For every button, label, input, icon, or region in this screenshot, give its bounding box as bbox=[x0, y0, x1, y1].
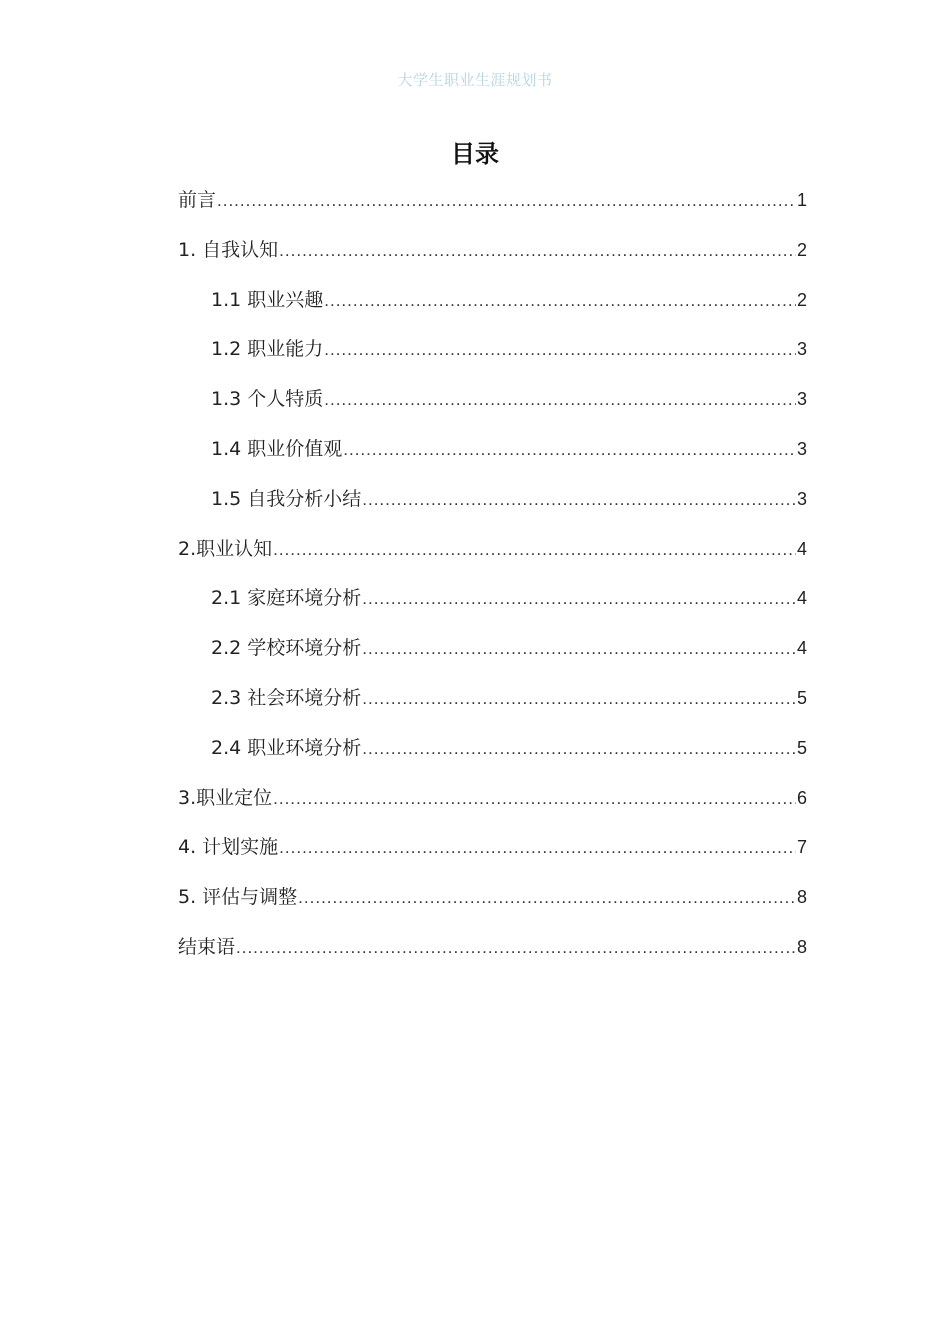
toc-entry-evaluation-adjustment[interactable] bbox=[178, 880, 807, 930]
toc-dot-leader bbox=[362, 732, 796, 766]
toc-entry-conclusion[interactable] bbox=[178, 930, 807, 980]
toc-entry-text: 2.1 家庭环境分析 bbox=[211, 587, 362, 610]
toc-entry-text: 4. 计划实施 bbox=[178, 836, 279, 859]
toc-page-number: 3 bbox=[796, 339, 807, 360]
toc-page-number: 2 bbox=[796, 239, 807, 260]
toc-entry-text: 2.3 社会环境分析 bbox=[211, 686, 362, 709]
toc-list bbox=[178, 183, 807, 980]
toc-dot-leader bbox=[324, 383, 796, 417]
toc-entry-text: 2.4 职业环境分析 bbox=[211, 736, 362, 759]
toc-entry-career-cognition[interactable] bbox=[178, 532, 807, 582]
toc-dot-leader bbox=[298, 881, 796, 915]
toc-entry-text: 1.1 职业兴趣 bbox=[211, 288, 324, 311]
toc-entry-text: 前言 bbox=[178, 189, 217, 211]
toc-page-number: 5 bbox=[796, 737, 807, 758]
toc-entry-career-environment[interactable] bbox=[178, 731, 807, 781]
toc-entry-text: 1.5 自我分析小结 bbox=[211, 487, 362, 510]
toc-dot-leader bbox=[362, 483, 796, 517]
toc-dot-leader bbox=[362, 632, 796, 666]
toc-dot-leader bbox=[273, 533, 796, 567]
toc-entry-family-environment[interactable] bbox=[178, 581, 807, 631]
toc-page-number: 3 bbox=[796, 389, 807, 410]
toc-dot-leader bbox=[273, 782, 796, 816]
toc-entry-personal-traits[interactable] bbox=[178, 382, 807, 432]
toc-page-number: 8 bbox=[796, 887, 807, 908]
toc-page-number: 3 bbox=[796, 438, 807, 459]
toc-page-number: 3 bbox=[796, 488, 807, 509]
toc-entry-preface[interactable] bbox=[178, 183, 807, 233]
toc-entry-plan-implementation[interactable] bbox=[178, 830, 807, 880]
toc-entry-text: 2.职业认知 bbox=[178, 537, 273, 560]
toc-page-number: 4 bbox=[796, 638, 807, 659]
toc-entry-text: 1. 自我认知 bbox=[178, 238, 279, 261]
toc-entry-career-interest[interactable] bbox=[178, 283, 807, 333]
toc-entry-self-analysis-summary[interactable] bbox=[178, 482, 807, 532]
toc-entry-text: 3.职业定位 bbox=[178, 786, 273, 809]
toc-entry-social-environment[interactable] bbox=[178, 681, 807, 731]
toc-page-number: 6 bbox=[796, 787, 807, 808]
toc-dot-leader bbox=[236, 931, 796, 965]
toc-entry-text: 1.4 职业价值观 bbox=[211, 437, 343, 460]
toc-page-number: 2 bbox=[796, 289, 807, 310]
running-header: 大学生职业生涯规划书 bbox=[397, 71, 553, 89]
toc-entry-text: 1.2 职业能力 bbox=[211, 338, 324, 361]
toc-page-number: 8 bbox=[796, 936, 807, 957]
toc-dot-leader bbox=[324, 333, 796, 367]
toc-page-number: 5 bbox=[796, 687, 807, 708]
toc-dot-leader bbox=[362, 682, 796, 716]
toc-dot-leader bbox=[343, 433, 796, 467]
toc-page-number: 4 bbox=[796, 588, 807, 609]
toc-page-number: 7 bbox=[796, 837, 807, 858]
toc-entry-career-positioning[interactable] bbox=[178, 781, 807, 831]
toc-title: 目录 bbox=[451, 140, 499, 168]
toc-entry-school-environment[interactable] bbox=[178, 631, 807, 681]
toc-entry-text: 1.3 个人特质 bbox=[211, 388, 324, 411]
toc-dot-leader bbox=[217, 184, 796, 218]
toc-dot-leader bbox=[362, 582, 796, 616]
toc-entry-text: 5. 评估与调整 bbox=[178, 886, 298, 909]
toc-entry-self-awareness[interactable] bbox=[178, 233, 807, 283]
toc-dot-leader bbox=[279, 831, 796, 865]
toc-page-number: 4 bbox=[796, 538, 807, 559]
toc-entry-career-values[interactable] bbox=[178, 432, 807, 482]
toc-dot-leader bbox=[279, 234, 796, 268]
toc-dot-leader bbox=[324, 284, 796, 318]
toc-entry-text: 2.2 学校环境分析 bbox=[211, 637, 362, 660]
toc-page-number: 1 bbox=[796, 190, 807, 210]
toc-entry-career-ability[interactable] bbox=[178, 332, 807, 382]
toc-entry-text: 结束语 bbox=[178, 935, 236, 958]
